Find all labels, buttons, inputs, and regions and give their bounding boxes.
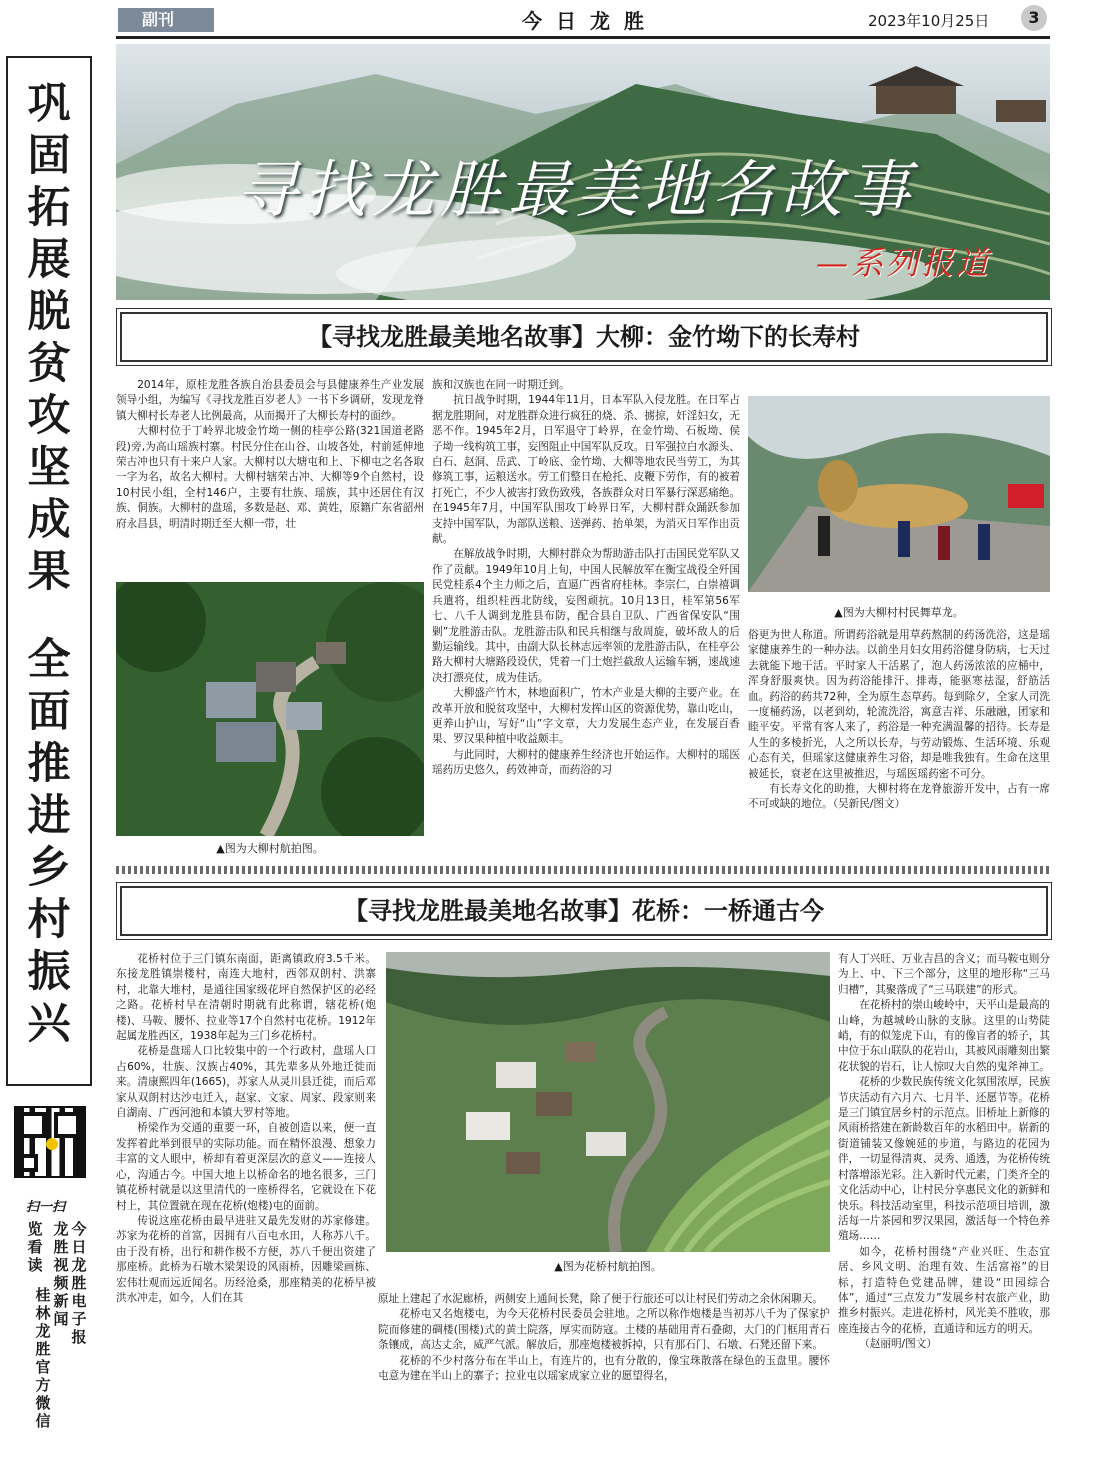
read-label: 览看读 [27,1220,43,1274]
photo-grass-dragon [748,396,1050,592]
slogan-char: 坚 [27,443,71,493]
slogan-char: 乡 [27,843,71,893]
slogan-box [6,56,92,1086]
paragraph: 抗日战争时期，1944年11月，日本军队入侵龙胜。在日军占据龙胜期间，对龙胜群众进行疯狂的烧、杀、掳掠，奸淫妇女，无恶不作。1945年2月，日军退守丁岭界，在金竹坳、石板坳、侯子坳一线构筑工事，妄图阻止中国军队反攻。日军强拉白水源头、白石、赵洞、岳武、丁岭底、金竹坳、大柳等地农民当劳工，为其修筑工事，运粮送水。劳工们整日在枪托、皮鞭下劳作，有的被着打死亡，不少人被害打致伤致残，各族群众对日军暴行深恶痛绝。在1945年7月，中国军队围攻丁岭界日军，大柳村群众踊跃参加支持中国军队，为部队送粮、送弹药、抬单架，为消灭日军作出贡献。 [432,394,740,546]
section-tag: 副刊 [118,8,214,32]
paragraph: 如今，花桥村围绕“产业兴旺、生态宜居、乡风文明、治理有效、生活富裕”的目标，打造特色党建品牌，建设“田园综合体”，通过“三点发力”发展乡村农旅产业，助推乡村振兴。走进花桥村，风光美不胜收，那座连接古今的花桥，直通诗和远方的明天。 [838,1245,1050,1335]
slogan-char: 成 [27,495,71,545]
article2-col2 [378,1292,830,1466]
caption-aerial-huaqiao: ▲图为花桥村航拍图。 [554,1260,662,1273]
qr-code-icon[interactable] [14,1106,86,1178]
paragraph: 花桥的少数民族传统文化氛围浓厚，民族节庆活动有六月六、七月半、还愿节等。花桥是三门镇宜居乡村的示范点。旧桥址上新修的风雨桥搭建在新龄数百年的水稻田中。崭新的街道铺装又像婉延的步道，与路边的花园为伴，一切显得清爽、灵秀、通透，为花桥传统村落增添光彩。注入新时代元素，门类齐全的文化活动中心，让村民分享惠民文化的新鲜和快乐。科技活动室里，科技示范项目培训，激活每一片茶园和罗汉果园，激活每一个特色养殖场…… [838,1076,1050,1243]
paragraph: 传说这座花桥由最早进驻又最先发财的苏家修建。苏家为花桥的首富，因拥有八百屯水田，人称苏八千。由于没有桥，出行和耕作极不方便，苏八千便出资建了那座桥。此桥为石墩木梁架设的风雨桥，因雕梁画栋、宏伟壮观而远近闻名。历经沧桑，那座精美的花桥早被洪水冲走，如今，人们在其 [116,1214,376,1304]
channel-epaper: 今日龙胜电子报 [71,1220,87,1346]
slogan-gap [8,598,90,634]
paragraph: 有人丁兴旺、万业吉昌的含义；而马鞍屯则分为上、中、下三个部分，这里的地形称“三马归槽”，其聚落成了“三马联建”的形式。 [838,953,1050,996]
banner-subtitle: —系列报道 [816,244,992,282]
caption-grass-dragon: ▲图为大柳村村民舞草龙。 [834,606,964,619]
article2-headline: 【寻找龙胜最美地名故事】花桥：一桥通古今 [120,886,1048,936]
article2-col1 [116,952,376,1466]
masthead: 今日龙胜 [522,9,658,33]
slogan-char: 果 [27,547,71,597]
page-header [0,0,1100,40]
paragraph: 花桥是盘瑶人口比较集中的一个行政村，盘瑶人口占60%，壮族、汉族占40%，其先辈多从外地迁徙而来。清康熙四年(1665)，苏家人从灵川县迁徙，而后邓家从双朗村达沙屯迁入，赵家、文家、周家、段家则来自湖南、广西河池和本镇大罗村等地。 [116,1045,376,1120]
slogan-char: 面 [27,687,71,737]
banner-image [116,44,1050,300]
paragraph: 2014年，原桂龙胜各族自治县委员会与县健康养生产业发展领导小组，为编写《寻找龙胜百岁老人》一书下乡调研，发现龙脊镇大柳村长寿老人比例最高，从而揭开了大柳长寿村的面纱。 [116,379,424,422]
article1-col1 [116,378,424,578]
paragraph: 与此同时，大柳村的健康养生经济也开始运作。大柳村的瑶医瑶药历史悠久，药效神奇，而药浴的习 [432,748,740,777]
slogan-text [8,78,90,1050]
paragraph: 花桥村位于三门镇东南面，距离镇政府3.5千米。东接龙胜镇崇楼村，南连大地村，西邻双朗村、洪寨村，北靠大堆村，是通往国家级花坪自然保护区的必经之路。花桥村早在清朝时期就有此称谓，辖花桥(炮楼)、马鞍、腰怀、拉业等17个自然村屯花桥。1912年起属龙胜西区，1938年起为三门乡花桥村。 [116,953,376,1043]
slogan-char: 攻 [27,391,71,441]
paragraph: 原址上建起了水泥廊桥，两侧安上通间长凳，除了便于行旅还可以让村民们劳动之余休闲聊天。 [378,1293,823,1305]
slogan-char: 固 [27,131,71,181]
channel-wechat: 桂林龙胜官方微信 [35,1286,51,1430]
paragraph: （赵丽明/图文） [859,1338,937,1351]
slogan-char: 巩 [27,79,71,129]
slogan-char: 兴 [27,999,71,1049]
paragraph: 大柳盛产竹木，林地面积广，竹木产业是大柳的主要产业。在改革开放和脱贫攻坚中，大柳村发挥山区的资源优势，靠山吃山，更养山护山，写好“山”字文章，大力发展生态产业，在发展百香果、罗汉果种植中收益颇丰。 [432,687,740,746]
slogan-char: 进 [27,791,71,841]
scan-label: 扫一扫 [26,1200,66,1215]
slogan-char: 展 [27,235,71,285]
channel-video: 龙胜视频新闻 [53,1220,69,1328]
slogan-char: 推 [27,739,71,789]
slogan-char: 拓 [27,183,71,233]
header-rule [116,36,1050,39]
paragraph: 在花桥村的崇山峻岭中，天平山是最高的山峰，为越城岭山脉的支脉。这里的山势陡峭，有的似笼虎下山，有的像盲者的轿子，其中位于东山联队的花岩山，其被风雨雕刻出繁花状貌的岩石，让人惊叹大自然的鬼斧神工。 [838,999,1050,1073]
issue-date: 2023年10月25日 [868,12,990,30]
banner-title: 寻找龙胜最美地名故事 [236,153,917,226]
slogan-char: 贫 [27,339,71,389]
slogan-char: 脱 [27,287,71,337]
photo-aerial-daliu [116,582,424,836]
paragraph: 花桥屯又名炮楼屯，为今天花桥村民委员会驻地。之所以称作炮楼是当初苏八千为了保家护院而修建的碉楼(围楼)式的黄土院落，厚实而防寇。土楼的基础用青石叠砌，大门的门框用青石条镶成，高达丈余，威严气派。解放后，那座炮楼被拆掉，只有那石门、石墩、石凳还留下来。 [378,1308,830,1352]
article2-col3 [838,952,1050,1466]
article1-col2 [432,378,740,858]
slogan-char: 村 [27,895,71,945]
article1-headline: 【寻找龙胜最美地名故事】大柳：金竹坳下的长寿村 [120,312,1048,362]
paragraph: 族和汉族也在同一时期迁到。 [432,379,570,391]
page-number: 3 [1021,5,1047,31]
slogan-char: 全 [27,635,71,685]
paragraph: 在解放战争时期，大柳村群众为帮助游击队打击国民党军队又作了贡献。1949年10月上旬，中国人民解放军在衡宝战役全歼国民党桂系4个主力师之后，直逼广西省府桂林。李宗仁，白崇禧调兵遣将，组织桂西北防线，妄图顽抗。10月13日，桂军第56军七、八千人调到龙胜县布防，配合县自卫队、广西省保安队“围剿”龙胜游击队。龙胜游击队和民兵相继与敌周旋，破坏敌人的后勤运输线。其中，由副大队长林志远率领的龙胜游击队，在桂亭公路大柳村大塘路段设伏，凭着一门土炮拦截敌人运输车辆，速战速决打漂亮仗，成为佳话。 [432,548,740,684]
caption-aerial-daliu: ▲图为大柳村航拍图。 [216,842,324,855]
paragraph: 花桥的不少村落分布在半山上，有连片的，也有分散的，像宝珠散落在绿色的玉盘里。腰怀屯意为建在半山上的寨子；拉业屯以瑶家成家立业的愿望得名， [378,1354,830,1383]
photo-aerial-huaqiao [386,952,830,1252]
section-divider [116,866,1050,874]
paragraph: 有长寿文化的助推，大柳村将在龙脊旅游开发中，占有一席不可或缺的地位。（吴新民/图文） [748,783,1050,811]
paragraph: 俗更为世人称道。所谓药浴就是用草药熬制的药汤洗浴，这是瑶家健康养生的一种办法。以前坐月妇女用药浴健身防病，七天过去就能下地干活。平时家人干活累了，泡人药汤浓浓的应桶中，浑身舒服爽快。因为药浴能排汗、排毒，能驱寒祛湿，舒筋活血。药浴的药共72种，全为原生态草药。每到除夕，全家人司洗一度桶药汤，以老到幼，轮流洗浴，寓意吉祥、乐融融，团家和睦平安。平常有客人来了，药浴是一种充满温馨的招待。长寿是人生的多棱折光，人之所以长寿，与劳动锻炼、生活环境、乐观心态有关，但瑶家这健康养生习俗，却是唯我独有。生命在这里被延长，衰老在这里被推迟，与瑶医瑶药密不可分。 [748,629,1050,780]
paragraph: 大柳村位于丁岭界北坡金竹坳一侧的桂亭公路(321国道老路段)旁,为高山瑶族村寨。村民分住在山谷、山坡各处，村前延伸地荣古冲也只有十来户人家。大柳村以大塘屯和上、下柳屯之名各取一字为名，故名大柳村。大柳村辖荣古冲、大柳等9个自然村，设10村民小组，全村146户，主要有壮族、瑶族，其中还居住有汉族、侗族。大柳村的盘瑶，多数是赵、邓、黄姓，原籍广东省韶州府永昌县，明清时期迁至大柳一带，壮 [116,425,424,530]
slogan-char: 振 [27,947,71,997]
article1-col3 [748,628,1050,858]
paragraph: 桥梁作为交通的重要一环，自被创造以来，便一直发挥着此举到很早的实际功能。而在精怀浪漫、想象力丰富的文人眼中，桥却有着更深层次的意义——连接人心，沟通古今。中国大地上以桥命名的地名很多，三门镇花桥村就是以这里清代的一座桥得名，它就设在下花村上，其位置就在现在花桥(炮楼)屯的面前。 [116,1122,376,1212]
